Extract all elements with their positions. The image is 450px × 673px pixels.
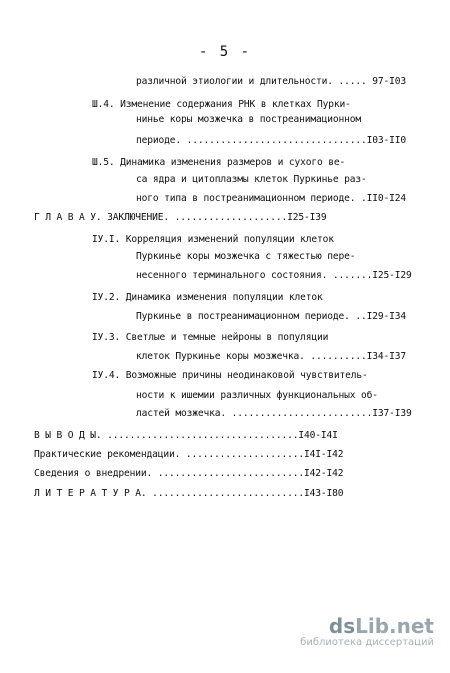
watermark [300, 615, 434, 649]
toc-line: IУ.4. Возможные причины неодинаковой чувствитель- [92, 370, 368, 381]
toc-line: нинье коры мозжечка в постреанимационном [136, 114, 362, 125]
toc-line: периоде. ................................I03-II0 [136, 135, 407, 146]
toc-line: клеток Пуркинье коры мозжечка. ..........I34-I37 [136, 351, 407, 362]
toc-line: Сведения о внедрении. ..........................I42-I42 [34, 468, 344, 479]
toc-line: Практические рекомендации. .....................I4I-I42 [34, 449, 344, 460]
toc-line: са ядра и цитоплазмы клеток Пуркинье раз- [136, 174, 367, 185]
toc-line: Пуркинье в постреанимационном периоде. ..I29-I34 [136, 311, 407, 322]
toc-line: Л И Т Е Р А Т У Р А. ...........................I43-I80 [34, 488, 344, 499]
toc-line: ного типа в постреанимационном периоде. .II0-I24 [136, 193, 407, 204]
toc-line: В Ы В О Д Ы. ..................................I40-I4I [34, 430, 338, 441]
page-number: - 5 - [198, 44, 252, 60]
watermark-logo: dsLib.net [328, 614, 434, 638]
toc-line: несенного терминального состояния. .......I25-I29 [136, 270, 412, 281]
toc-line: различной этиологии и длительности. ..... 97-I03 [136, 76, 407, 87]
watermark-subtitle: библиотека диссертаций [300, 637, 434, 648]
toc-line: Ш.5. Динамика изменения размеров и сухого ве- [92, 157, 346, 168]
toc-line: Пуркинье коры мозжечка с тяжестью пере- [136, 251, 356, 262]
toc-line: IУ.3. Светлые и темные нейроны в популяции [92, 332, 329, 343]
toc-line: Ш.4. Изменение содержания РНК в клетках Пурки- [92, 99, 351, 110]
toc-line: IУ.2. Динамика изменения популяции клеток [92, 292, 323, 303]
toc-line: IУ.I. Корреляция изменений популяции клеток [92, 234, 334, 245]
toc-line: Г Л А В А У. ЗАКЛЮЧЕНИЕ. ....................I25-I39 [34, 212, 327, 223]
toc-line: ности к ишемии различных функциональных об- [136, 390, 378, 401]
toc-line: ластей мозжечка. .........................I37-I39 [136, 408, 412, 419]
